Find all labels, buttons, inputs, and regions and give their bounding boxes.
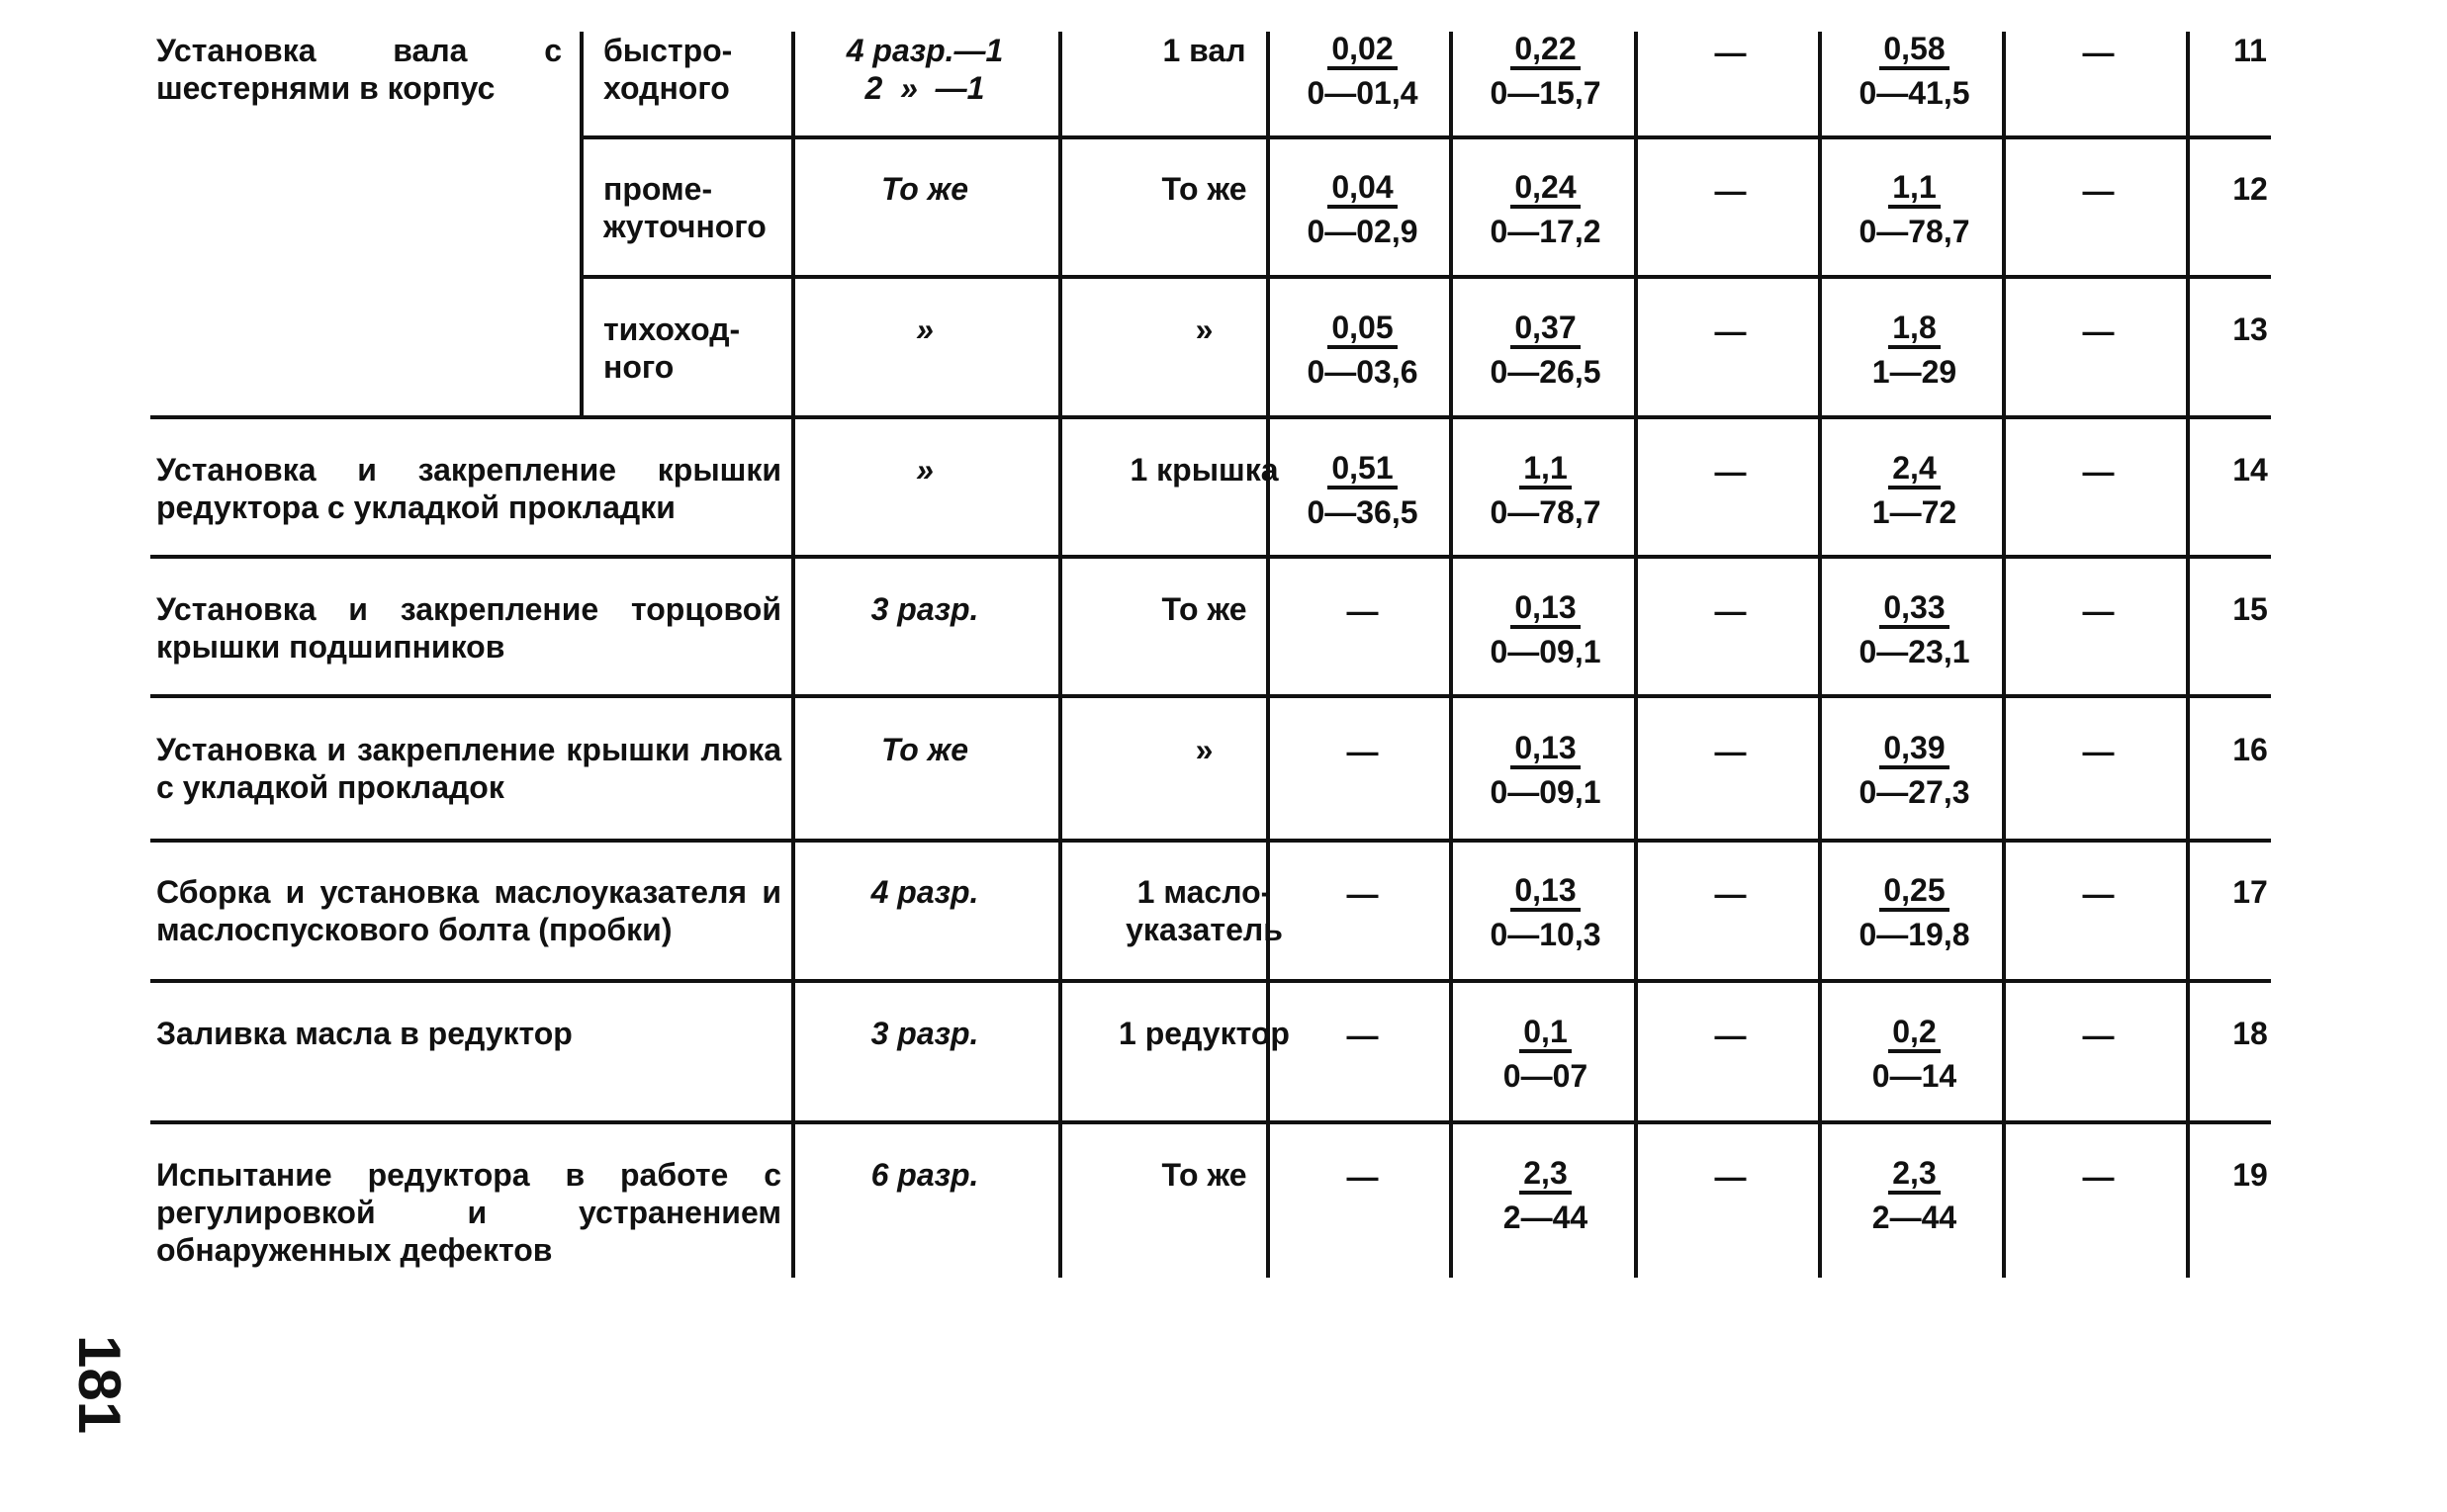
time-norm: 0,51 bbox=[1327, 450, 1397, 489]
shaft-type: проме- жуточного bbox=[603, 171, 767, 244]
column-divider bbox=[2186, 32, 2190, 1278]
norm-fraction bbox=[1823, 30, 2006, 112]
measure-unit: » bbox=[1195, 732, 1214, 767]
norm-fraction bbox=[1823, 168, 2006, 250]
row-divider bbox=[150, 1120, 2271, 1124]
row-number: 12 bbox=[2232, 171, 2268, 207]
rate: 0—07 bbox=[1502, 1058, 1588, 1094]
empty-dash: — bbox=[1714, 313, 1747, 349]
operation-description: Испытание редуктора в работе с регулировкой и устранением обнаруженных дефектов bbox=[156, 1157, 781, 1268]
worker-category: » bbox=[916, 311, 934, 347]
time-norm: 1,1 bbox=[1888, 169, 1940, 209]
shaft-type: тихоход- ного bbox=[603, 311, 741, 385]
shaft-type: быстро- ходного bbox=[603, 33, 733, 106]
empty-dash: — bbox=[2082, 173, 2115, 209]
column-divider bbox=[1058, 32, 1062, 1278]
rate: 1—29 bbox=[1871, 354, 1957, 390]
norm-fraction bbox=[1454, 309, 1637, 391]
measure-unit: 1 масло- указатель bbox=[1126, 874, 1283, 947]
rate: 0—02,9 bbox=[1307, 214, 1418, 249]
worker-category: 4 разр. bbox=[870, 874, 979, 910]
rate: 0—36,5 bbox=[1307, 494, 1418, 530]
empty-dash: — bbox=[1714, 1159, 1747, 1195]
norm-fraction bbox=[1271, 168, 1454, 250]
column-divider bbox=[1818, 32, 1822, 1278]
rate: 0—78,7 bbox=[1858, 214, 1970, 249]
time-norm: 0,02 bbox=[1327, 31, 1397, 70]
time-norm: 0,33 bbox=[1879, 589, 1949, 629]
row-number: 13 bbox=[2232, 311, 2268, 347]
empty-dash: — bbox=[2082, 313, 2115, 349]
norm-fraction bbox=[1454, 729, 1637, 811]
empty-dash: — bbox=[1714, 35, 1747, 70]
norm-fraction bbox=[1823, 1013, 2006, 1095]
norm-fraction bbox=[1823, 729, 2006, 811]
time-norm: 0,13 bbox=[1510, 872, 1580, 912]
empty-dash: — bbox=[1714, 593, 1747, 629]
empty-dash: — bbox=[1346, 593, 1379, 629]
empty-dash: — bbox=[2082, 593, 2115, 629]
rate: 0—41,5 bbox=[1858, 75, 1970, 111]
page-number: 181 bbox=[66, 1335, 133, 1435]
row-divider bbox=[580, 275, 2271, 279]
worker-category: 3 разр. bbox=[870, 1016, 979, 1051]
norm-fraction bbox=[1271, 309, 1454, 391]
norm-fraction bbox=[1823, 588, 2006, 670]
empty-dash: — bbox=[2082, 734, 2115, 769]
norm-fraction bbox=[1823, 449, 2006, 531]
time-norm: 0,25 bbox=[1879, 872, 1949, 912]
empty-dash: — bbox=[1346, 1018, 1379, 1053]
time-norm: 0,13 bbox=[1510, 589, 1580, 629]
worker-category: 4 разр.—1 2 » —1 bbox=[846, 33, 1004, 106]
empty-dash: — bbox=[1346, 1159, 1379, 1195]
row-divider bbox=[150, 415, 2271, 419]
empty-dash: — bbox=[1714, 734, 1747, 769]
rate: 0—10,3 bbox=[1490, 917, 1601, 952]
measure-unit: » bbox=[1195, 311, 1214, 347]
rate: 0—09,1 bbox=[1490, 774, 1601, 810]
rate: 0—19,8 bbox=[1858, 917, 1970, 952]
row-number: 16 bbox=[2232, 732, 2268, 767]
empty-dash: — bbox=[2082, 1018, 2115, 1053]
empty-dash: — bbox=[1346, 734, 1379, 769]
time-norm: 0,22 bbox=[1510, 31, 1580, 70]
rate: 0—26,5 bbox=[1490, 354, 1601, 390]
empty-dash: — bbox=[1714, 173, 1747, 209]
operation-description: Установка и закрепление крышки люка с укладкой прокладок bbox=[156, 732, 781, 805]
norm-fraction bbox=[1823, 309, 2006, 391]
worker-category: То же bbox=[880, 732, 969, 767]
norm-fraction bbox=[1823, 871, 2006, 953]
time-norm: 0,05 bbox=[1327, 310, 1397, 349]
norm-fraction bbox=[1454, 1154, 1637, 1236]
measure-unit: То же bbox=[1161, 591, 1247, 627]
rate: 0—03,6 bbox=[1307, 354, 1418, 390]
worker-category: То же bbox=[880, 171, 969, 207]
empty-dash: — bbox=[1714, 876, 1747, 912]
rate: 0—27,3 bbox=[1858, 774, 1970, 810]
time-norm: 0,24 bbox=[1510, 169, 1580, 209]
rate: 0—15,7 bbox=[1490, 75, 1601, 111]
empty-dash: — bbox=[2082, 876, 2115, 912]
row-divider bbox=[150, 555, 2271, 559]
time-norm: 0,37 bbox=[1510, 310, 1580, 349]
rate: 0—78,7 bbox=[1490, 494, 1601, 530]
time-norm: 0,2 bbox=[1888, 1014, 1940, 1053]
measure-unit: 1 редуктор bbox=[1119, 1016, 1290, 1051]
operation-description: Установка вала с шестернями в корпус bbox=[156, 33, 562, 106]
norm-fraction bbox=[1271, 449, 1454, 531]
worker-category: 3 разр. bbox=[870, 591, 979, 627]
measure-unit: То же bbox=[1161, 171, 1247, 207]
time-norm: 0,13 bbox=[1510, 730, 1580, 769]
measure-unit: То же bbox=[1161, 1157, 1247, 1193]
row-divider bbox=[150, 694, 2271, 698]
time-norm: 0,04 bbox=[1327, 169, 1397, 209]
empty-dash: — bbox=[2082, 454, 2115, 489]
rate: 0—01,4 bbox=[1307, 75, 1418, 111]
measure-unit: 1 вал bbox=[1162, 33, 1246, 68]
worker-category: 6 разр. bbox=[870, 1157, 979, 1193]
time-norm: 2,3 bbox=[1519, 1155, 1571, 1195]
norm-fraction bbox=[1271, 30, 1454, 112]
operation-description: Заливка масла в редуктор bbox=[156, 1016, 573, 1051]
column-divider bbox=[791, 32, 795, 1278]
empty-dash: — bbox=[1346, 876, 1379, 912]
operation-description: Установка и закрепление торцовой крышки подшипников bbox=[156, 591, 781, 665]
rate: 2—44 bbox=[1502, 1200, 1588, 1235]
norm-fraction bbox=[1454, 871, 1637, 953]
rate: 0—17,2 bbox=[1490, 214, 1601, 249]
operation-description: Сборка и установка маслоуказателя и маслоспускового болта (пробки) bbox=[156, 874, 781, 947]
row-divider bbox=[150, 979, 2271, 983]
row-number: 17 bbox=[2232, 874, 2268, 910]
rate: 0—14 bbox=[1871, 1058, 1957, 1094]
row-divider bbox=[150, 839, 2271, 843]
rate: 1—72 bbox=[1871, 494, 1957, 530]
column-divider bbox=[1266, 32, 1270, 1278]
time-norm: 1,8 bbox=[1888, 310, 1940, 349]
row-number: 14 bbox=[2232, 452, 2268, 488]
empty-dash: — bbox=[1714, 1018, 1747, 1053]
norm-fraction bbox=[1454, 168, 1637, 250]
column-divider bbox=[580, 32, 584, 419]
row-number: 19 bbox=[2232, 1157, 2268, 1193]
empty-dash: — bbox=[2082, 35, 2115, 70]
time-norm: 2,3 bbox=[1888, 1155, 1940, 1195]
empty-dash: — bbox=[2082, 1159, 2115, 1195]
row-number: 15 bbox=[2232, 591, 2268, 627]
norm-fraction bbox=[1454, 449, 1637, 531]
empty-dash: — bbox=[1714, 454, 1747, 489]
norm-fraction bbox=[1454, 1013, 1637, 1095]
rate: 2—44 bbox=[1871, 1200, 1957, 1235]
measure-unit: 1 крышка bbox=[1130, 452, 1279, 488]
row-divider bbox=[580, 135, 2271, 139]
rate: 0—23,1 bbox=[1858, 634, 1970, 669]
worker-category: » bbox=[916, 452, 934, 488]
time-norm: 0,1 bbox=[1519, 1014, 1571, 1053]
row-number: 18 bbox=[2232, 1016, 2268, 1051]
row-number: 11 bbox=[2233, 33, 2267, 68]
time-norm: 1,1 bbox=[1519, 450, 1571, 489]
time-norm: 0,58 bbox=[1879, 31, 1949, 70]
norm-fraction bbox=[1454, 588, 1637, 670]
operation-description: Установка и закрепление крышки редуктора с укладкой прокладки bbox=[156, 452, 781, 525]
rate: 0—09,1 bbox=[1490, 634, 1601, 669]
time-norm: 0,39 bbox=[1879, 730, 1949, 769]
norm-fraction bbox=[1454, 30, 1637, 112]
norm-fraction bbox=[1823, 1154, 2006, 1236]
time-norm: 2,4 bbox=[1888, 450, 1940, 489]
